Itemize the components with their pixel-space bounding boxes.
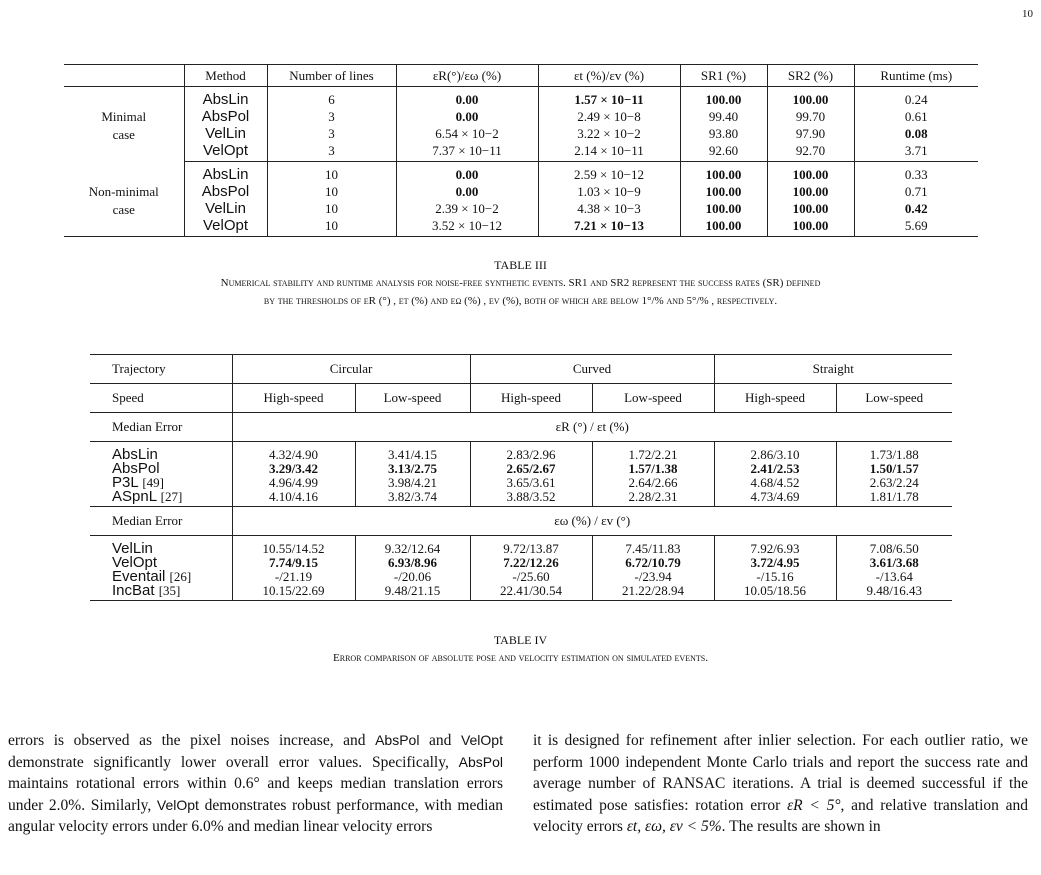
table-row xyxy=(90,462,952,476)
body-text: maintains rotational errors within 0.6° and keeps median translation errors under 2.0%. Similarly, xyxy=(8,775,503,814)
err-t-cell: 7.21 × 10−13 xyxy=(538,217,680,237)
table-row xyxy=(64,200,978,217)
method-cell: VelOpt xyxy=(184,142,267,162)
value-cell: 2.86/3.10 xyxy=(714,442,836,463)
method-name: P3L xyxy=(112,474,139,491)
header-runtime: Runtime (ms) xyxy=(854,65,978,87)
value-cell: 3.61/3.68 xyxy=(836,556,952,570)
err-t-cell: 1.57 × 10−11 xyxy=(538,87,680,109)
value-cell: 9.72/13.87 xyxy=(470,536,592,557)
speed-label: Speed xyxy=(90,384,232,413)
speed-cell: Low-speed xyxy=(836,384,952,413)
sr2-cell: 100.00 xyxy=(767,217,854,237)
value-cell: 9.48/16.43 xyxy=(836,584,952,601)
body-column-right xyxy=(533,730,1028,838)
method-cell: VelLin xyxy=(184,200,267,217)
value-cell: 1.57/1.38 xyxy=(592,462,714,476)
table-row xyxy=(90,556,952,570)
speed-cell: High-speed xyxy=(232,384,355,413)
method-name: VelLin xyxy=(112,540,153,557)
value-cell: 3.65/3.61 xyxy=(470,476,592,490)
value-cell: 6.72/10.79 xyxy=(592,556,714,570)
table-header-row xyxy=(64,65,978,87)
speed-cell: Low-speed xyxy=(592,384,714,413)
value-cell: 4.32/4.90 xyxy=(232,442,355,463)
err-t-cell: 2.49 × 10−8 xyxy=(538,108,680,125)
lines-cell: 3 xyxy=(267,125,396,142)
group-label-line1: Non-minimal xyxy=(88,183,159,199)
runtime-cell: 0.61 xyxy=(854,108,978,125)
method-cell: AbsPol xyxy=(184,108,267,125)
lines-cell: 10 xyxy=(267,217,396,237)
trajectory-label: Trajectory xyxy=(90,355,232,384)
lines-cell: 3 xyxy=(267,142,396,162)
err-r-cell: 2.39 × 10−2 xyxy=(396,200,538,217)
header-translation-error xyxy=(538,65,680,87)
method-cell: AbsLin xyxy=(184,87,267,109)
value-cell: 3.98/4.21 xyxy=(355,476,470,490)
metric-row xyxy=(90,507,952,536)
sr1-cell: 100.00 xyxy=(680,217,767,237)
lines-cell: 10 xyxy=(267,200,396,217)
value-cell: 3.82/3.74 xyxy=(355,490,470,507)
table-row xyxy=(64,87,978,109)
err-r-cell: 6.54 × 10−2 xyxy=(396,125,538,142)
page-number: 10 xyxy=(1022,8,1033,20)
method-name: VelOpt xyxy=(112,554,158,571)
runtime-cell: 3.71 xyxy=(854,142,978,162)
table-row xyxy=(90,476,952,490)
group-label-line2: case xyxy=(112,201,135,217)
sr1-cell: 100.00 xyxy=(680,87,767,109)
value-cell: 4.96/4.99 xyxy=(232,476,355,490)
method-name: AbsPol xyxy=(375,732,420,748)
table-iv-caption: Error comparison of absolute pose and velocity estimation on simulated events. xyxy=(333,652,708,664)
group-label-minimal xyxy=(64,87,184,162)
table-iv-label: TABLE IV xyxy=(493,633,548,647)
math-expression: εR < 5° xyxy=(787,796,841,814)
header-rotation-error-label: εR(°)/εω (%) xyxy=(432,67,502,83)
err-t-cell: 1.03 × 10−9 xyxy=(538,183,680,200)
value-cell: 9.48/21.15 xyxy=(355,584,470,601)
header-number-of-lines: Number of lines xyxy=(267,65,396,87)
value-cell: -/23.94 xyxy=(592,570,714,584)
runtime-cell: 0.33 xyxy=(854,162,978,184)
value-cell: -/20.06 xyxy=(355,570,470,584)
value-cell: 3.41/4.15 xyxy=(355,442,470,463)
sr1-cell: 100.00 xyxy=(680,162,767,184)
value-cell: 3.88/3.52 xyxy=(470,490,592,507)
body-column-left xyxy=(8,730,503,838)
body-text: demonstrates robust performance, with median angular velocity errors under 6.0% and median linear velocity errors xyxy=(8,796,504,835)
sr1-cell: 92.60 xyxy=(680,142,767,162)
method-cell: VelOpt xyxy=(184,217,267,237)
err-r-cell: 0.00 xyxy=(396,87,538,109)
err-t-cell: 2.59 × 10−12 xyxy=(538,162,680,184)
value-cell: 7.92/6.93 xyxy=(714,536,836,557)
method-name: ASpnL xyxy=(112,488,157,505)
metric-definition: εω (%) / εv (°) xyxy=(232,507,952,536)
sr1-cell: 93.80 xyxy=(680,125,767,142)
value-cell: 2.64/2.66 xyxy=(592,476,714,490)
table-iv xyxy=(90,354,952,601)
value-cell: 7.45/11.83 xyxy=(592,536,714,557)
table-row xyxy=(64,217,978,237)
header-rotation-error xyxy=(396,65,538,87)
citation[interactable]: [49] xyxy=(142,475,164,490)
table-row xyxy=(64,142,978,162)
method-cell xyxy=(90,584,232,601)
value-cell: 2.65/2.67 xyxy=(470,462,592,476)
value-cell: 2.28/2.31 xyxy=(592,490,714,507)
runtime-cell: 5.69 xyxy=(854,217,978,237)
value-cell: 7.74/9.15 xyxy=(232,556,355,570)
value-cell: 2.41/2.53 xyxy=(714,462,836,476)
group-label-line2: case xyxy=(112,127,135,143)
trajectory-row xyxy=(90,355,952,384)
sr1-cell: 100.00 xyxy=(680,183,767,200)
trajectory-curved: Curved xyxy=(470,355,714,384)
table-row xyxy=(90,442,952,463)
header-translation-error-label: εt (%)/εv (%) xyxy=(573,67,645,83)
value-cell: 1.72/2.21 xyxy=(592,442,714,463)
method-cell: AbsPol xyxy=(184,183,267,200)
value-cell: 1.81/1.78 xyxy=(836,490,952,507)
method-name: AbsLin xyxy=(112,446,158,463)
value-cell: 21.22/28.94 xyxy=(592,584,714,601)
value-cell: 3.29/3.42 xyxy=(232,462,355,476)
table-iii xyxy=(64,64,978,237)
metric-row xyxy=(90,413,952,442)
value-cell: 6.93/8.96 xyxy=(355,556,470,570)
citation[interactable]: [27] xyxy=(160,489,183,504)
group-label-line1: Minimal xyxy=(101,109,147,125)
lines-cell: 10 xyxy=(267,162,396,184)
lines-cell: 6 xyxy=(267,87,396,109)
sr2-cell: 92.70 xyxy=(767,142,854,162)
sr2-cell: 100.00 xyxy=(767,200,854,217)
sr1-cell: 99.40 xyxy=(680,108,767,125)
method-cell xyxy=(90,536,232,557)
method-name: VelOpt xyxy=(460,732,503,748)
metric-label: Median Error xyxy=(90,507,232,536)
value-cell: 2.83/2.96 xyxy=(470,442,592,463)
table-iii-caption-line2: by the thresholds of εR (°) , εt (%) and εω (%) , εv (%), both of which are below 1°/% and 5°/% , respectively. xyxy=(263,295,778,307)
lines-cell: 3 xyxy=(267,108,396,125)
metric-definition: εR (°) / εt (%) xyxy=(232,413,952,442)
table-row xyxy=(90,490,952,507)
body-text: , and relative translation and velocity errors xyxy=(533,796,1028,835)
body-paragraph xyxy=(533,730,1028,838)
value-cell: 10.55/14.52 xyxy=(232,536,355,557)
body-text: . The results are shown in xyxy=(721,818,881,835)
value-cell: 3.72/4.95 xyxy=(714,556,836,570)
err-r-cell: 3.52 × 10−12 xyxy=(396,217,538,237)
sr2-cell: 100.00 xyxy=(767,87,854,109)
sr2-cell: 100.00 xyxy=(767,162,854,184)
value-cell: -/13.64 xyxy=(836,570,952,584)
method-name: IncBat xyxy=(112,582,155,599)
citation[interactable]: [35] xyxy=(158,583,181,598)
sr1-cell: 100.00 xyxy=(680,200,767,217)
trajectory-straight: Straight xyxy=(714,355,952,384)
value-cell: 4.68/4.52 xyxy=(714,476,836,490)
table-row xyxy=(90,584,952,601)
method-name: Eventail xyxy=(112,568,166,585)
citation[interactable]: [26] xyxy=(169,569,192,584)
group-label-non-minimal xyxy=(64,162,184,237)
value-cell: 1.73/1.88 xyxy=(836,442,952,463)
runtime-cell: 0.24 xyxy=(854,87,978,109)
err-r-cell: 7.37 × 10−11 xyxy=(396,142,538,162)
method-cell: VelLin xyxy=(184,125,267,142)
runtime-cell: 0.42 xyxy=(854,200,978,217)
value-cell: 7.22/12.26 xyxy=(470,556,592,570)
speed-cell: High-speed xyxy=(714,384,836,413)
value-cell: -/21.19 xyxy=(232,570,355,584)
table-iii-caption-line1: Numerical stability and runtime analysis for noise-free synthetic events. SR1 and SR2 represent the success rates (SR) defined xyxy=(220,277,821,289)
speed-row xyxy=(90,384,952,413)
header-method: Method xyxy=(184,65,267,87)
sr2-cell: 99.70 xyxy=(767,108,854,125)
body-text: it is designed for refinement after inlier selection. For each outlier ratio, we perform 1000 independent Monte Carlo trials and report the success rate and average number of RANSAC iterations. A trial is deemed successful if the estimated pose satisfies: rotation error xyxy=(533,732,1028,814)
value-cell: -/15.16 xyxy=(714,570,836,584)
value-cell: 10.15/22.69 xyxy=(232,584,355,601)
body-text: and xyxy=(419,732,461,749)
metric-label: Median Error xyxy=(90,413,232,442)
body-text: errors is observed as the pixel noises increase, and xyxy=(8,732,376,749)
lines-cell: 10 xyxy=(267,183,396,200)
table-row xyxy=(64,108,978,125)
table-row xyxy=(64,162,978,184)
table-row xyxy=(64,125,978,142)
table-row xyxy=(90,570,952,584)
table-row xyxy=(64,183,978,200)
value-cell: 2.63/2.24 xyxy=(836,476,952,490)
runtime-cell: 0.71 xyxy=(854,183,978,200)
runtime-cell: 0.08 xyxy=(854,125,978,142)
value-cell: 7.08/6.50 xyxy=(836,536,952,557)
speed-cell: Low-speed xyxy=(355,384,470,413)
err-r-cell: 0.00 xyxy=(396,183,538,200)
err-t-cell: 3.22 × 10−2 xyxy=(538,125,680,142)
value-cell: -/25.60 xyxy=(470,570,592,584)
value-cell: 10.05/18.56 xyxy=(714,584,836,601)
value-cell: 1.50/1.57 xyxy=(836,462,952,476)
err-t-cell: 4.38 × 10−3 xyxy=(538,200,680,217)
table-iii-label: TABLE III xyxy=(494,258,547,272)
value-cell: 4.10/4.16 xyxy=(232,490,355,507)
err-t-cell: 2.14 × 10−11 xyxy=(538,142,680,162)
header-sr2: SR2 (%) xyxy=(767,65,854,87)
method-name: AbsPol xyxy=(458,753,503,770)
value-cell: 3.13/2.75 xyxy=(355,462,470,476)
speed-cell: High-speed xyxy=(470,384,592,413)
err-r-cell: 0.00 xyxy=(396,162,538,184)
err-r-cell: 0.00 xyxy=(396,108,538,125)
method-cell: AbsLin xyxy=(184,162,267,184)
body-paragraph xyxy=(8,730,503,838)
method-name: VelOpt xyxy=(156,796,199,813)
header-empty-cell xyxy=(64,65,184,87)
sr2-cell: 100.00 xyxy=(767,183,854,200)
value-cell: 22.41/30.54 xyxy=(470,584,592,601)
value-cell: 9.32/12.64 xyxy=(355,536,470,557)
method-cell xyxy=(90,490,232,507)
method-cell xyxy=(90,442,232,463)
value-cell: 4.73/4.69 xyxy=(714,490,836,507)
header-sr1: SR1 (%) xyxy=(680,65,767,87)
method-name: AbsPol xyxy=(112,460,160,477)
body-text: demonstrate significantly lower overall error values. Specifically, xyxy=(8,753,459,771)
table-row xyxy=(90,536,952,557)
sr2-cell: 97.90 xyxy=(767,125,854,142)
math-expression: εt, εω, εv < 5% xyxy=(626,818,722,835)
trajectory-circular: Circular xyxy=(232,355,470,384)
